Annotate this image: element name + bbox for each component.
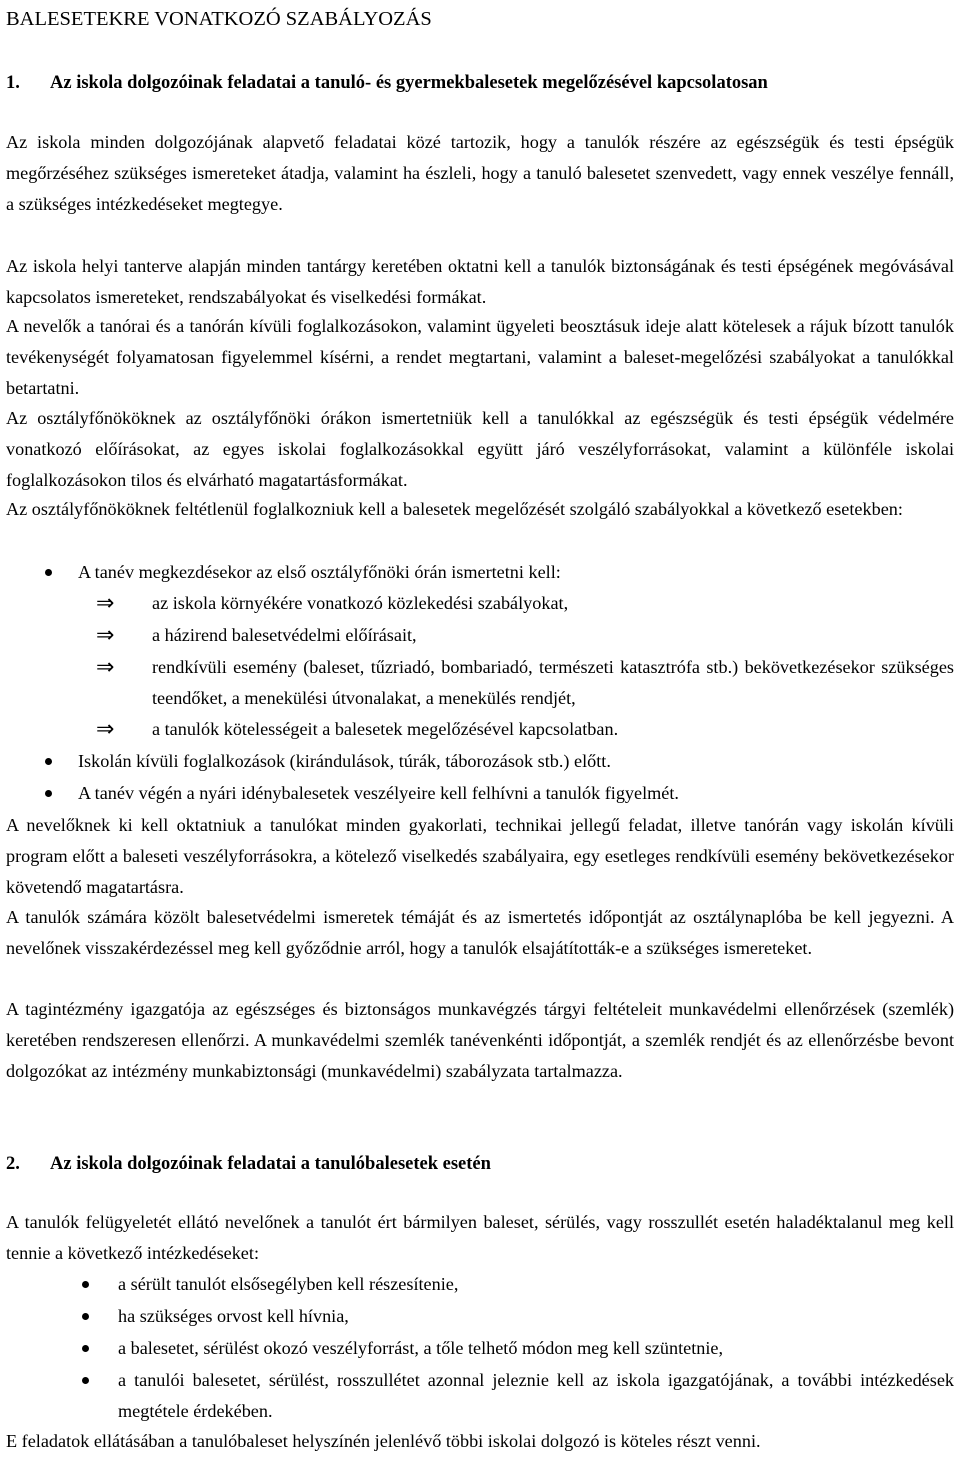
bullet-dot	[45, 790, 52, 797]
section-1-paragraph-6: A nevelőknek ki kell oktatniuk a tanulókat minden gyakorlati, technikai jellegű feladat, illetve tanórán vagy iskolán kívüli program előtt a baleseti veszélyforrásokra, a kötelező viselkedés szabályaira, egy esetleges rendkívüli esemény bekövetkezésekor követendő magatartásra.	[6, 815, 954, 897]
section-1-title: Az iskola dolgozóinak feladatai a tanuló- és gyermekbalesetek megelőzésével kapcsolatosan	[50, 73, 768, 93]
section-1-paragraph-1: Az iskola minden dolgozójának alapvető feladatai közé tartozik, hogy a tanulók részére az egészségük és testi épségük megőrzéséhez szükséges ismereteket átadja, valamint ha észleli, hogy a tanuló balesetet szenvedett, vagy ennek veszélye fennáll, a szükséges intézkedéseket megtegye.	[6, 132, 954, 214]
bullet-item: A tanév végén a nyári idénybalesetek veszélyeire kell felhívni a tanulók figyelmét.	[78, 783, 679, 803]
bullet-item: ha szükséges orvost kell hívnia,	[118, 1306, 349, 1326]
sub-item: rendkívüli esemény (baleset, tűzriadó, bombariadó, természeti katasztrófa stb.) bekövetkezésekor szükséges teendőket, a menekülési útvonalakat, a menekülés rendjét,	[152, 657, 954, 708]
section-1-paragraph-8: A tagintézmény igazgatója az egészséges és biztonságos munkavégzés tárgyi feltételeit munkavédelmi ellenőrzések (szemlék) keretében rendszeresen ellenőrzi. A munkavédelmi szemlék tanévenkénti időpontját, a szemlék rendjét és az ellenőrzésbe bevont dolgozókat az intézmény munkabiztonsági (munkavédelmi) szabályzata tartalmazza.	[6, 999, 954, 1081]
bullet-dot	[82, 1345, 89, 1352]
bullet-dot	[82, 1313, 89, 1320]
bullet-item: a sérült tanulót elsősegélyben kell részesítenie,	[118, 1274, 459, 1294]
document-title: BALESETEKRE VONATKOZÓ SZABÁLYOZÁS	[6, 8, 432, 30]
section-1-paragraph-7: A tanulók számára közölt balesetvédelmi ismeretek témáját és az ismertetés időpontját az osztálynaplóba be kell jegyezni. A nevelőnek visszakérdezéssel meg kell győződnie arról, hogy a tanulók elsajátították-e a szükséges ismereteket.	[6, 907, 954, 958]
section-1-heading	[6, 70, 768, 96]
section-1-paragraph-3: A nevelők a tanórai és a tanórán kívüli foglalkozásokon, valamint ügyeleti beosztásuk ideje alatt kötelesek a rájuk bízott tanulók tevékenységét folyamatosan figyelemmel kísérni, a rendet megtartani, valamint a baleset-megelőzési szabályokat a tanulókkal betartatni.	[6, 316, 954, 398]
section-2-heading	[6, 1151, 491, 1177]
section-2-title: Az iskola dolgozóinak feladatai a tanulóbalesetek esetén	[50, 1154, 491, 1174]
sub-item: az iskola környékére vonatkozó közlekedési szabályokat,	[152, 593, 569, 613]
double-arrow-icon: ⇒	[96, 717, 115, 742]
bullet-dot	[45, 569, 52, 576]
section-2-paragraph-2: E feladatok ellátásában a tanulóbaleset helyszínén jelenlévő többi iskolai dolgozó is köteles részt venni.	[6, 1431, 761, 1451]
bullet-item: Iskolán kívüli foglalkozások (kirándulások, túrák, táborozások stb.) előtt.	[78, 751, 611, 771]
bullet-dot	[82, 1377, 89, 1384]
bullet-item: A tanév megkezdésekor az első osztályfőnöki órán ismertetni kell:	[78, 562, 561, 582]
section-2-number: 2.	[6, 1154, 20, 1174]
section-1-paragraph-4: Az osztályfőnököknek az osztályfőnöki órákon ismertetniük kell a tanulókkal az egészségük és testi épségük védelmére vonatkozó előírásokat, az egyes iskolai foglalkozásokkal együtt járó veszélyforrásokat, valamint a különféle iskolai foglalkozásokon tilos és elvárható magatartásformákat.	[6, 408, 954, 490]
bullet-dot	[82, 1281, 89, 1288]
section-1-paragraph-5: Az osztályfőnököknek feltétlenül foglalkozniuk kell a balesetek megelőzését szolgáló szabályokkal a következő esetekben:	[6, 499, 903, 519]
sub-item: a házirend balesetvédelmi előírásait,	[152, 625, 417, 645]
bullet-dot	[45, 758, 52, 765]
double-arrow-icon: ⇒	[96, 655, 115, 680]
section-1-number: 1.	[6, 73, 20, 93]
bullet-item: a tanulói balesetet, sérülést, rosszullétet azonnal jeleznie kell az iskola igazgatójának, a további intézkedések megtétele érdekében.	[118, 1370, 954, 1421]
bullet-item: a balesetet, sérülést okozó veszélyforrást, a tőle telhető módon meg kell szüntetnie,	[118, 1338, 724, 1358]
section-1-paragraph-2: Az iskola helyi tanterve alapján minden tantárgy keretében oktatni kell a tanulók biztonságának és testi épségének megóvásával kapcsolatos ismereteket, rendszabályokat és viselkedési formákat.	[6, 256, 954, 307]
sub-item: a tanulók kötelességeit a balesetek megelőzésével kapcsolatban.	[152, 719, 619, 739]
double-arrow-icon: ⇒	[96, 591, 115, 616]
section-2-paragraph-1: A tanulók felügyeletét ellátó nevelőnek a tanulót ért bármilyen baleset, sérülés, vagy rosszullét esetén haladéktalanul meg kell tennie a következő intézkedéseket:	[6, 1212, 954, 1263]
double-arrow-icon: ⇒	[96, 623, 115, 648]
